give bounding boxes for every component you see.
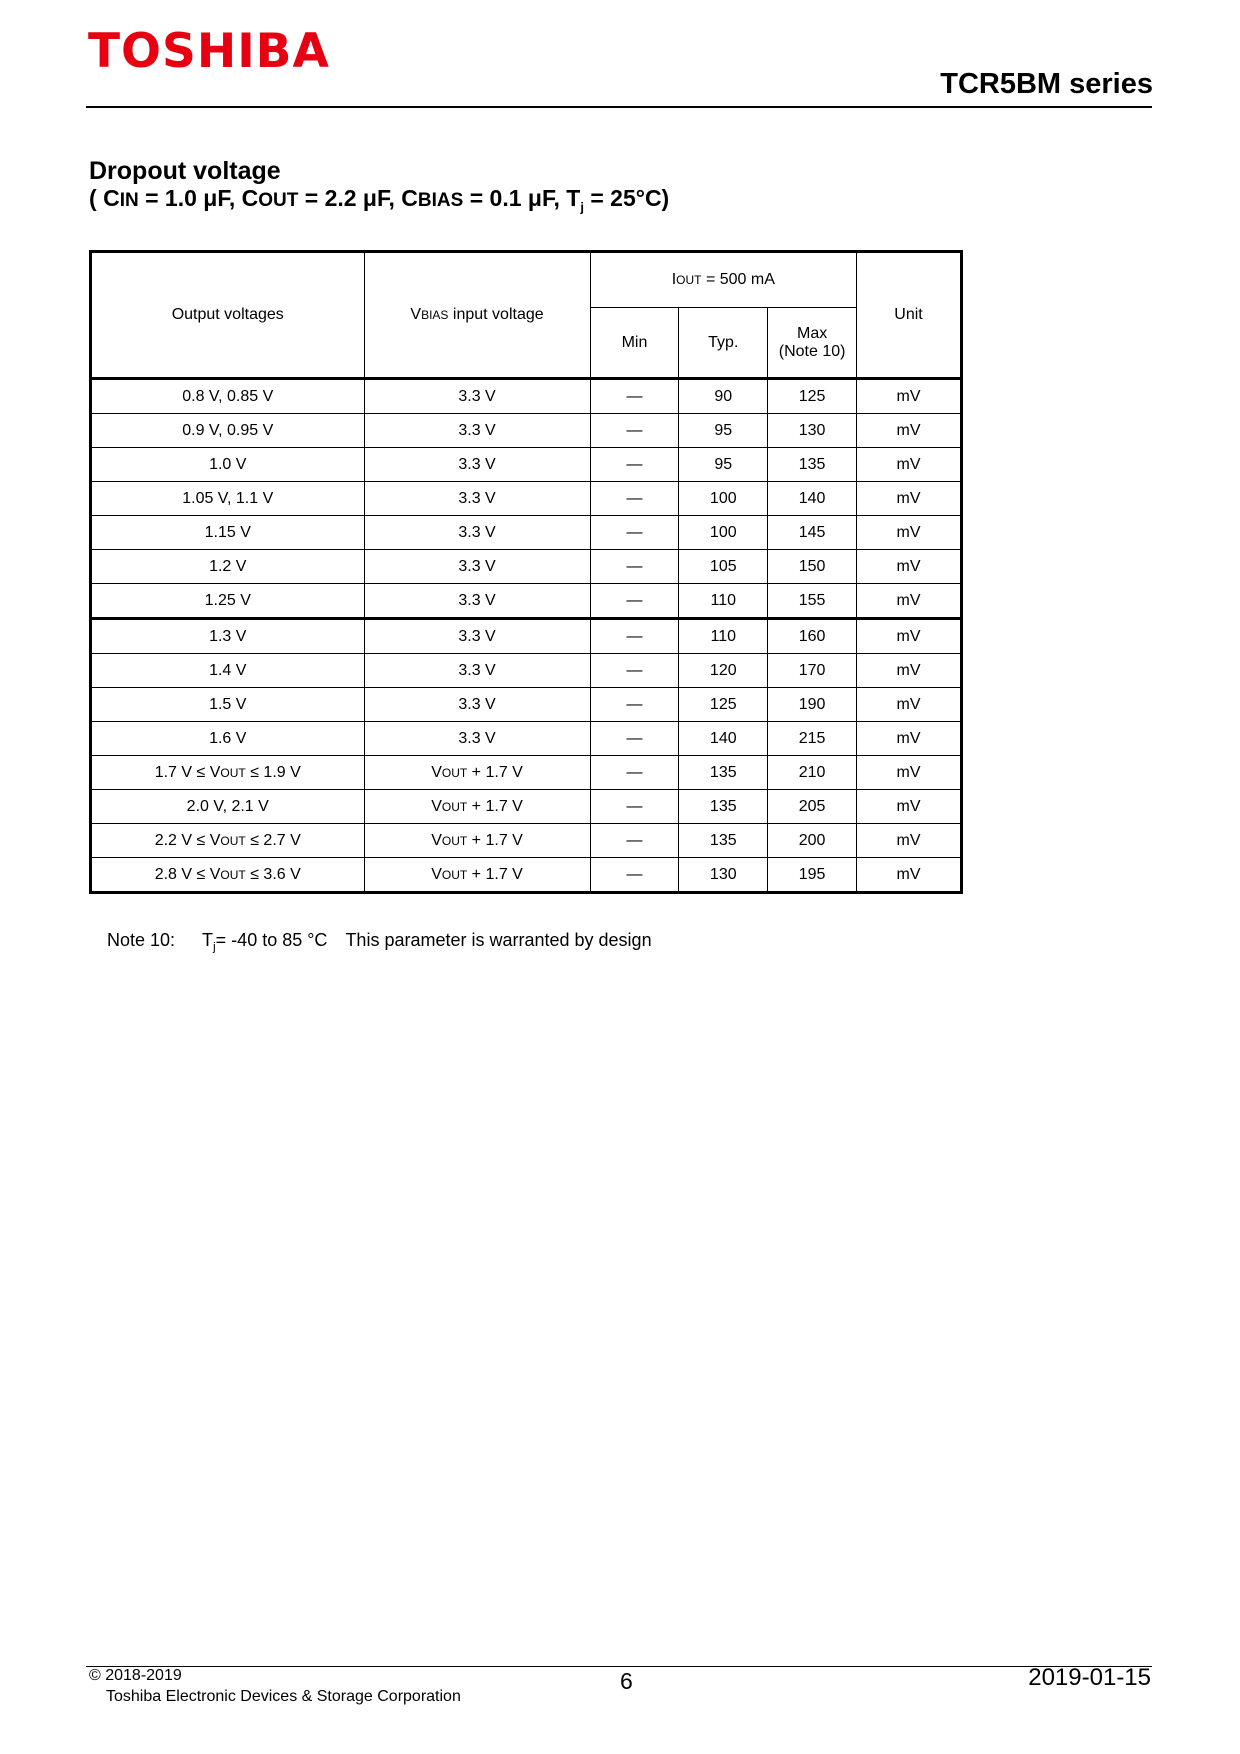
cell-typ: 95 xyxy=(679,414,768,448)
table-row xyxy=(91,790,962,824)
cell-vbias: 3.3 V xyxy=(364,482,590,516)
table-row xyxy=(91,824,962,858)
table-row xyxy=(91,722,962,756)
cell-max: 200 xyxy=(768,824,857,858)
cell-min: — xyxy=(590,654,679,688)
cell-unit: mV xyxy=(857,824,962,858)
cell-typ: 140 xyxy=(679,722,768,756)
cell-vbias: 3.3 V xyxy=(364,654,590,688)
table-row xyxy=(91,379,962,414)
table-row xyxy=(91,482,962,516)
cell-output-voltage: 2.8 V ≤ VOUT ≤ 3.6 V xyxy=(91,858,365,893)
cell-vbias: 3.3 V xyxy=(364,688,590,722)
cell-typ: 130 xyxy=(679,858,768,893)
cell-typ: 110 xyxy=(679,584,768,619)
cell-typ: 110 xyxy=(679,619,768,654)
cell-typ: 95 xyxy=(679,448,768,482)
copyright: © 2018-2019 xyxy=(89,1667,182,1684)
cell-max: 155 xyxy=(768,584,857,619)
header-max: Max (Note 10) xyxy=(768,308,857,379)
note-10: Note 10: $T_j= -40$ to 85 °C This parameter is warranted by design xyxy=(107,930,652,954)
cell-vbias: 3.3 V xyxy=(364,619,590,654)
cell-min: — xyxy=(590,379,679,414)
cell-unit: mV xyxy=(857,858,962,893)
table-row xyxy=(91,448,962,482)
cell-vbias: 3.3 V xyxy=(364,722,590,756)
dropout-voltage-table xyxy=(89,250,963,894)
series-title: TCR5BM series xyxy=(940,68,1153,100)
cell-output-voltage: 0.8 V, 0.85 V xyxy=(91,379,365,414)
cell-min: — xyxy=(590,756,679,790)
cell-min: — xyxy=(590,448,679,482)
cell-output-voltage: 1.3 V xyxy=(91,619,365,654)
cell-min: — xyxy=(590,619,679,654)
cell-typ: 135 xyxy=(679,790,768,824)
cell-typ: 135 xyxy=(679,824,768,858)
header-min: Min xyxy=(590,308,679,379)
cell-output-voltage: 1.15 V xyxy=(91,516,365,550)
cell-vbias: 3.3 V xyxy=(364,584,590,619)
cell-unit: mV xyxy=(857,619,962,654)
cell-max: 145 xyxy=(768,516,857,550)
cell-unit: mV xyxy=(857,584,962,619)
company-name: Toshiba Electronic Devices & Storage Corporation xyxy=(106,1688,461,1705)
table-row xyxy=(91,550,962,584)
table-row xyxy=(91,584,962,619)
document-date: 2019-01-15 xyxy=(1028,1664,1151,1691)
cell-max: 150 xyxy=(768,550,857,584)
cell-vbias: 3.3 V xyxy=(364,448,590,482)
cell-unit: mV xyxy=(857,516,962,550)
cell-unit: mV xyxy=(857,482,962,516)
cell-unit: mV xyxy=(857,550,962,584)
footer-divider xyxy=(86,1666,1152,1667)
cell-vbias: 3.3 V xyxy=(364,550,590,584)
header-output-voltages: Output voltages xyxy=(91,252,365,379)
cell-typ: 105 xyxy=(679,550,768,584)
cell-min: — xyxy=(590,688,679,722)
cell-output-voltage: 1.25 V xyxy=(91,584,365,619)
cell-typ: 135 xyxy=(679,756,768,790)
cell-unit: mV xyxy=(857,379,962,414)
cell-output-voltage: 1.2 V xyxy=(91,550,365,584)
table-row xyxy=(91,619,962,654)
cell-unit: mV xyxy=(857,654,962,688)
cell-vbias: VOUT + 1.7 V xyxy=(364,858,590,893)
cell-output-voltage: 1.4 V xyxy=(91,654,365,688)
cell-output-voltage: 1.6 V xyxy=(91,722,365,756)
cell-min: — xyxy=(590,824,679,858)
cell-max: 125 xyxy=(768,379,857,414)
table-row xyxy=(91,858,962,893)
table-row xyxy=(91,516,962,550)
cell-vbias: 3.3 V xyxy=(364,379,590,414)
cell-max: 135 xyxy=(768,448,857,482)
cell-max: 215 xyxy=(768,722,857,756)
cell-min: — xyxy=(590,482,679,516)
cell-min: — xyxy=(590,722,679,756)
cell-max: 140 xyxy=(768,482,857,516)
cell-output-voltage: 2.0 V, 2.1 V xyxy=(91,790,365,824)
cell-min: — xyxy=(590,790,679,824)
cell-typ: 125 xyxy=(679,688,768,722)
table-row xyxy=(91,756,962,790)
cell-max: 205 xyxy=(768,790,857,824)
page-number: 6 xyxy=(620,1668,633,1694)
cell-min: — xyxy=(590,584,679,619)
cell-max: 170 xyxy=(768,654,857,688)
cell-unit: mV xyxy=(857,756,962,790)
cell-max: 195 xyxy=(768,858,857,893)
header-vbias: VBIAS input voltage xyxy=(364,252,590,379)
cell-min: — xyxy=(590,550,679,584)
cell-output-voltage: 1.0 V xyxy=(91,448,365,482)
cell-max: 210 xyxy=(768,756,857,790)
table-row xyxy=(91,654,962,688)
toshiba-logo: TOSHIBA xyxy=(88,24,330,79)
cell-output-voltage: 0.9 V, 0.95 V xyxy=(91,414,365,448)
cell-typ: 120 xyxy=(679,654,768,688)
header-unit: Unit xyxy=(857,252,962,379)
cell-unit: mV xyxy=(857,688,962,722)
cell-output-voltage: 1.5 V xyxy=(91,688,365,722)
cell-max: 160 xyxy=(768,619,857,654)
cell-typ: 100 xyxy=(679,516,768,550)
header-typ: Typ. xyxy=(679,308,768,379)
cell-typ: 90 xyxy=(679,379,768,414)
cell-min: — xyxy=(590,858,679,893)
header-divider xyxy=(86,106,1152,108)
cell-unit: mV xyxy=(857,414,962,448)
cell-vbias: 3.3 V xyxy=(364,516,590,550)
cell-typ: 100 xyxy=(679,482,768,516)
cell-max: 130 xyxy=(768,414,857,448)
cell-vbias: 3.3 V xyxy=(364,414,590,448)
header-iout: IOUT = 500 mA xyxy=(590,252,856,308)
table-row xyxy=(91,414,962,448)
cell-output-voltage: 2.2 V ≤ VOUT ≤ 2.7 V xyxy=(91,824,365,858)
cell-vbias: VOUT + 1.7 V xyxy=(364,756,590,790)
cell-output-voltage: 1.05 V, 1.1 V xyxy=(91,482,365,516)
cell-vbias: VOUT + 1.7 V xyxy=(364,824,590,858)
cell-min: — xyxy=(590,516,679,550)
cell-max: 190 xyxy=(768,688,857,722)
cell-unit: mV xyxy=(857,722,962,756)
test-conditions: ( CIN = 1.0 μF, COUT = 2.2 μF, CBIAS = 0.1 μF, $T_j = 25^\circ C$) xyxy=(89,185,670,215)
cell-vbias: VOUT + 1.7 V xyxy=(364,790,590,824)
cell-min: — xyxy=(590,414,679,448)
cell-unit: mV xyxy=(857,790,962,824)
cell-output-voltage: 1.7 V ≤ VOUT ≤ 1.9 V xyxy=(91,756,365,790)
table-row xyxy=(91,688,962,722)
section-title: Dropout voltage xyxy=(89,157,281,185)
cell-unit: mV xyxy=(857,448,962,482)
